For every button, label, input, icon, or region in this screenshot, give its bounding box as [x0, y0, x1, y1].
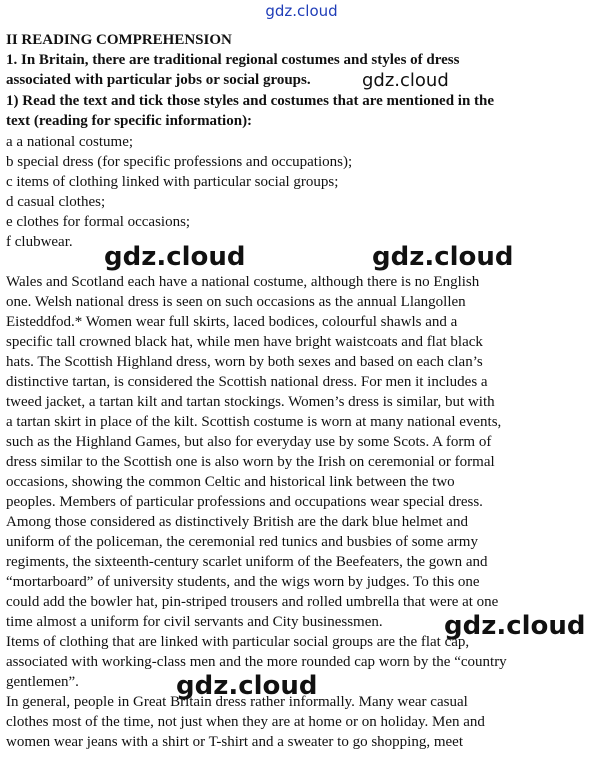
- text-line-22: In general, people in Great Britain dress rather informally. Many wear casual: [6, 694, 468, 710]
- text-line-23: clothes most of the time, not just when they are at home or on holiday. Men and: [6, 714, 485, 730]
- watermark-overlay: gdz.cloud: [444, 611, 586, 641]
- option-f: f clubwear.: [6, 234, 73, 250]
- option-d: d casual clothes;: [6, 194, 106, 210]
- subtask-line-1: 1) Read the text and tick those styles and costumes that are mentioned in the: [6, 93, 495, 109]
- task-1-line-1: 1. In Britain, there are traditional regional costumes and styles of dress: [6, 52, 460, 68]
- text-line-19: Items of clothing that are linked with particular social groups are the flat cap,: [6, 634, 470, 650]
- text-line-9: such as the Highland Games, but also for everyday use by some Scots. A form of: [6, 434, 492, 450]
- watermark-overlay: gdz.cloud: [362, 70, 449, 91]
- text-line-5: hats. The Scottish Highland dress, worn by both sexes and based on each clan’s: [6, 354, 483, 370]
- text-line-16: “mortarboard” of university students, and the wigs worn by judges. To this one: [6, 574, 480, 590]
- task-1-line-2: associated with particular jobs or social groups.: [6, 72, 311, 88]
- text-line-18: time almost a uniform for civil servants and City businessmen.: [6, 614, 383, 630]
- text-line-20: associated with working-class men and the more rounded cap worn by the “country: [6, 654, 507, 670]
- subtask-line-2: text (reading for specific information):: [6, 113, 253, 129]
- text-line-24: women wear jeans with a shirt or T-shirt and a sweater to go shopping, meet: [6, 734, 463, 750]
- text-line-2: one. Welsh national dress is seen on such occasions as the annual Llangollen: [6, 294, 466, 310]
- text-line-7: tweed jacket, a tartan kilt and tartan stockings. Women’s dress is similar, but with: [6, 394, 495, 410]
- option-e: e clothes for formal occasions;: [6, 214, 191, 230]
- site-watermark-top: gdz.cloud: [265, 2, 338, 20]
- option-a: a a national costume;: [6, 134, 134, 150]
- text-line-1: Wales and Scotland each have a national costume, although there is no English: [6, 274, 480, 290]
- text-line-14: uniform of the policeman, the ceremonial red tunics and busbies of some army: [6, 534, 478, 550]
- text-line-13: Among those considered as distinctively British are the dark blue helmet and: [6, 514, 468, 530]
- text-line-6: distinctive tartan, is considered the Scottish national dress. For men it includes a: [6, 374, 488, 390]
- option-b: b special dress (for specific professions and occupations);: [6, 154, 353, 170]
- text-line-17: could add the bowler hat, pin-striped trousers and rolled umbrella that were at one: [6, 594, 499, 610]
- text-line-21: gentlemen”.: [6, 674, 79, 690]
- watermark-overlay: gdz.cloud: [104, 242, 246, 272]
- text-line-15: regiments, the sixteenth-century scarlet uniform of the Beefeaters, the gown and: [6, 554, 488, 570]
- text-line-4: specific tall crowned black hat, while men have bright waistcoats and flat black: [6, 334, 483, 350]
- text-line-8: a tartan skirt in place of the kilt. Scottish costume is worn at many national events,: [6, 414, 502, 430]
- option-c: c items of clothing linked with particular social groups;: [6, 174, 339, 190]
- watermark-overlay: gdz.cloud: [372, 242, 514, 272]
- text-line-11: occasions, showing the common Celtic and historical link between the two: [6, 474, 455, 490]
- text-line-10: dress similar to the Scottish one is also worn by the Irish on ceremonial or formal: [6, 454, 495, 470]
- text-line-12: peoples. Members of particular professions and occupations wear special dress.: [6, 494, 483, 510]
- text-line-3: Eisteddfod.* Women wear full skirts, laced bodices, colourful shawls and a: [6, 314, 458, 330]
- watermark-overlay: gdz.cloud: [176, 671, 318, 701]
- section-title: II READING COMPREHENSION: [6, 32, 232, 48]
